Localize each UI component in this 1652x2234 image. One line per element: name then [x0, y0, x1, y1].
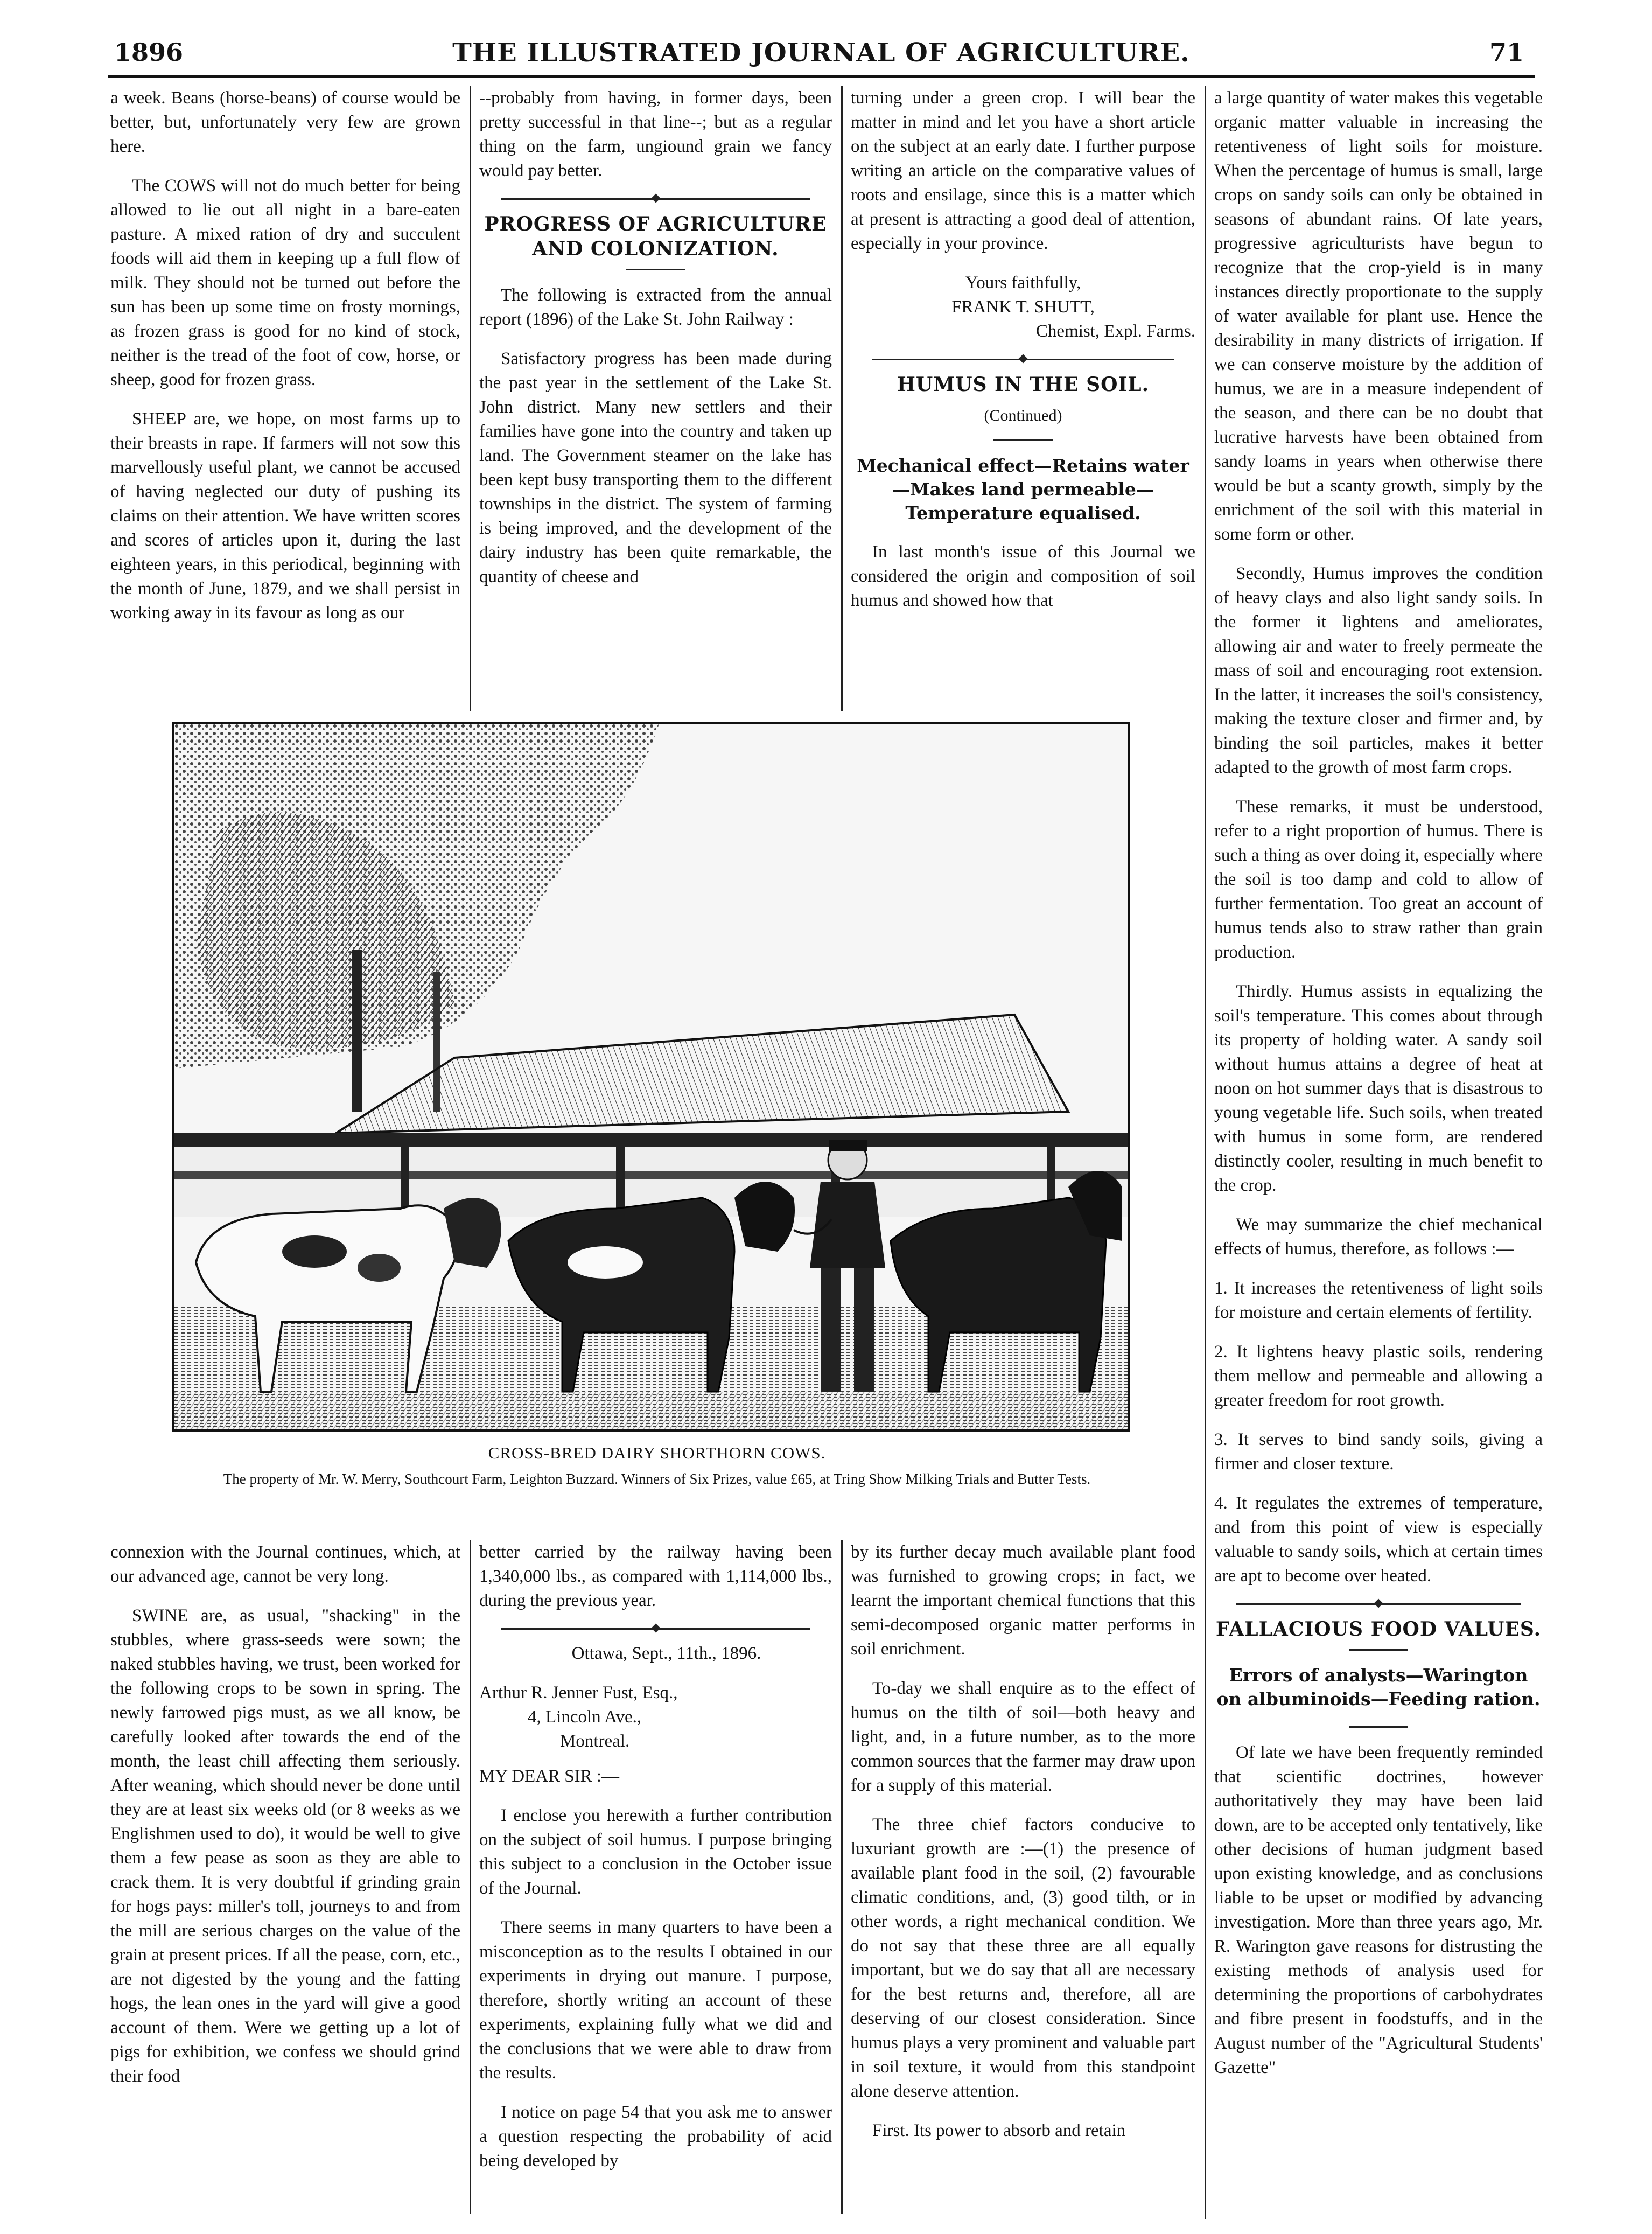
paragraph: --probably from having, in former days, been pretty successful in that line--; but as a regular thing on the farm, ungiound grain we fancy would pay better. [479, 88, 832, 180]
engraving-image [174, 724, 1128, 1429]
continued-label: (Continued) [984, 407, 1062, 424]
paragraph: In last month's issue of this Journal we considered the origin and composition of soil humus and showed how that [851, 542, 1195, 610]
short-rule [1349, 1726, 1408, 1728]
list-item: 2. It lightens heavy plastic soils, rendering them mellow and permeable and allowing a greater freedom for root growth. [1214, 1342, 1543, 1410]
list-item: 1. It increases the retentiveness of light soils for moisture and certain elements of fertility. [1214, 1279, 1543, 1322]
section-divider [501, 1628, 810, 1630]
paragraph: Thirdly. Humus assists in equalizing the soil's temperature. This comes about through its property of holding water. A sandy soil without humus attains a degree of heat at noon on hot summer days that is disastrous to young vegetable life. Such soils, when treated with humus in some form, are rendered distinctly cooler, resulting in much benefit to the crop. [1214, 982, 1543, 1195]
paragraph: better carried by the railway having been 1,340,000 lbs., as compared with 1,114,000 lbs., during the previous year. [479, 1542, 832, 1610]
page-header [108, 38, 1535, 92]
paragraph: Satisfactory progress has been made during the past year in the settlement of the Lake St. John district. Many new settlers and their families have gone into the country and taken up land. The Government steamer on the lake has been kept busy transporting them to the different townships in the district. The system of farming is being improved, and the development of the dairy industry has been quite remarkable, the quantity of cheese and [479, 349, 832, 587]
article-deck: Errors of analysts—Warington on albuminoids—Feeding ration. [1216, 1665, 1541, 1709]
column-3-top [851, 86, 1195, 711]
column-2-top [479, 86, 832, 711]
column-2-bottom [479, 1540, 832, 2214]
paragraph: turning under a green crop. I will bear the matter in mind and let you have a short article on the subject at an early date. I further purpose writing an article on the comparative values of roots and ensilage, since this is a matter which at present is attracting a good deal of attention, especially in your province. [851, 88, 1195, 253]
short-rule [626, 269, 685, 270]
letter-date: Ottawa, Sept., 11th., 1896. [571, 1644, 761, 1663]
list-item: 3. It serves to bind sandy soils, giving a firmer and closer texture. [1214, 1430, 1543, 1474]
paragraph: I notice on page 54 that you ask me to answer a question respecting the probability of acid being developed by [479, 2103, 832, 2170]
section-divider [501, 198, 810, 200]
column-rule [1205, 86, 1206, 2219]
header-rule [108, 75, 1535, 78]
page-number: 71 [1489, 38, 1524, 67]
column-1-bottom [110, 1540, 460, 2214]
column-rule [470, 86, 471, 711]
short-rule [993, 439, 1053, 441]
list-item: 4. It regulates the extremes of temperature, and from this point of view is especially valuable to sandy soils, which at certain times are apt to become over heated. [1214, 1493, 1543, 1586]
paragraph: a week. Beans (horse-beans) of course would be better, but, unfortunately very few are grown here. [110, 88, 460, 156]
figure-caption-title: CROSS-BRED DAIRY SHORTHORN COWS. [488, 1443, 826, 1462]
header-year: 1896 [114, 38, 184, 67]
salutation: MY DEAR SIR :— [479, 1767, 620, 1786]
paragraph: The following is extracted from the annual report (1896) of the Lake St. John Railway : [479, 285, 832, 329]
paragraph: I enclose you herewith a further contribution on the subject of soil humus. I purpose bringing this subject to a conclusion in the October issue of the Journal. [479, 1806, 832, 1898]
paragraph: To-day we shall enquire as to the effect of humus on the tilth of soil—both heavy and light, and, in a future number, as to the more common sources that the farmer may draw upon for a supply of this material. [851, 1679, 1195, 1795]
paragraph: a large quantity of water makes this vegetable organic matter valuable in increasing the retentiveness of light soils for moisture. When the percentage of humus is small, large crops on sandy soils can only be obtained in seasons of abundant rains. Of late years, progressive agriculturists have begun to recognize that the crop-yield is in many instances directly proportionate to the supply of water available for plant use. Hence the desirability in many districts of irrigation. If we can conserve moisture by the addition of humus, we are in a measure independent of the season, and there can be no doubt that lucrative harvests have been obtained from sandy loams in years when otherwise there would be but a scanty growth, simply by the enrichment of the soil with this material in some form or other. [1214, 88, 1543, 544]
figure-caption-text: The property of Mr. W. Merry, Southcourt Farm, Leighton Buzzard. Winners of Six Prizes, value £65, at Tring Show Milking Trials and Butter Tests. [223, 1471, 1091, 1487]
paragraph: The COWS will not do much better for being allowed to lie out all night in a bare-eaten pasture. A mixed ration of dry and succulent foods will aid them in keeping up a full flow of milk. They should not be turned out before the sun has been up some time on frosty mornings, as frozen grass is good for no kind of stock, neither is the tread of the foot of cow, horse, or sheep, good for frozen grass. [110, 176, 460, 389]
article-headline: FALLACIOUS FOOD VALUES. [1215, 1618, 1542, 1640]
address-line: Montreal. [560, 1732, 630, 1751]
column-1-top [110, 86, 460, 711]
summary-list [1214, 1276, 1543, 1588]
column-4 [1214, 86, 1543, 2219]
letter-signature: FRANK T. SHUTT, [951, 297, 1095, 317]
column-rule [841, 86, 843, 711]
paragraph: SWINE are, as usual, "shacking" in the stubbles, where grass-seeds were sown; the naked stubbles having, we trust, been worked for the following crops to be sown in spring. The newly farrowed pigs must, as we all know, be carefully looked after towards the end of the month, the least chill affecting them seriously. After weaning, which should never be done until they are at least six weeks old (or 8 weeks as we Englishmen used to do), it would be well to give them a few pease as soon as they are able to crack them. It is very doubtful if grinding grain for hogs pays: miller's toll, journeys to and from the mill are serious charges on the value of the grain at present prices. If all the pease, corn, etc., are not digested by the young and the fatting hogs, the lean ones in the yard will give a good account of them. Were we getting up a lot of pigs for exhibition, we confess we should grind their food [110, 1606, 460, 2086]
column-rule [841, 1540, 843, 2214]
paragraph: The three chief factors conducive to luxuriant growth are :—(1) the presence of available plant food in the soil, (2) favourable climatic conditions, and, (3) good tilth, or in other words, a right mechanical condition. We do not say that these three are all equally important, but we do say that all are necessary for the best returns and, therefore, all are deserving of our closest consideration. Since humus plays a very prominent and valuable part in soil texture, it would from this standpoint alone deserve attention. [851, 1815, 1195, 2101]
paragraph: by its further decay much available plant food was furnished to growing crops; in fact, we learnt the important chemical functions that this semi-decomposed organic matter performs in soil enrichment. [851, 1542, 1195, 1659]
cows-illustration [172, 722, 1130, 1432]
article-headline: HUMUS IN THE SOIL. [897, 373, 1150, 396]
journal-title: THE ILLUSTRATED JOURNAL OF AGRICULTURE. [452, 38, 1190, 68]
paragraph: connexion with the Journal continues, which, at our advanced age, cannot be very long. [110, 1542, 460, 1586]
paragraph: There seems in many quarters to have been a misconception as to the results I obtained in our experiments in drying out manure. I purpose, therefore, shortly writing an account of these experiments, explaining fully what we did and the conclusions that we were able to draw from the results. [479, 1918, 832, 2083]
paragraph: We may summarize the chief mechanical effects of humus, therefore, as follows :— [1214, 1215, 1543, 1259]
column-rule [470, 1540, 471, 2214]
short-rule [1349, 1649, 1408, 1651]
signature-title: Chemist, Expl. Farms. [1035, 322, 1195, 341]
address-line: 4, Lincoln Ave., [528, 1707, 642, 1727]
letter-closing: Yours faithfully, [965, 273, 1081, 292]
paragraph: First. Its power to absorb and retain [872, 2121, 1126, 2140]
section-divider [872, 359, 1174, 360]
article-deck: Mechanical effect—Retains water—Makes land permeable—Temperature equalised. [857, 455, 1189, 523]
paragraph: SHEEP are, we hope, on most farms up to their breasts in rape. If farmers will not sow this marvellously useful plant, we cannot be accused of having neglected our duty of pushing its claims on their attention. We have written scores and scores of articles upon it, during the last eighteen years, in this periodical, beginning with the month of June, 1879, and we shall persist in working away in its favour as long as our [110, 409, 460, 623]
article-headline: PROGRESS OF AGRICULTURE AND COLONIZATION. [484, 213, 827, 260]
paragraph: Of late we have been frequently reminded that scientific doctrines, however authoritatively they may have been laid down, are to be accepted only tentatively, like other decisions of human judgment based upon existing knowledge, and as conclusions liable to be upset or modified by advancing investigation. More than three years ago, Mr. R. Warington gave reasons for distrusting the existing methods of analysis used for determining the proportions of carbohydrates and fibre present in foodstuffs, and in the August number of the "Agricultural Students' Gazette" [1214, 1743, 1543, 2077]
paragraph: These remarks, it must be understood, refer to a right proportion of humus. There is such a thing as over doing it, especially where the soil is too damp and cold to allow of further fermentation. Too great an account of humus tends also to straw rather than grain production. [1214, 797, 1543, 962]
column-3-bottom [851, 1540, 1195, 2214]
address-line: Arthur R. Jenner Fust, Esq., [479, 1683, 678, 1702]
paragraph: Secondly, Humus improves the condition of heavy clays and also light sandy soils. In the former it lightens and ameliorates, allowing air and water to freely permeate the mass of soil and encouraging root extension. In the latter, it increases the soil's consistency, making the texture closer and firmer and, by binding the soil particles, makes it better adapted to the growth of most farm crops. [1214, 564, 1543, 777]
section-divider [1236, 1603, 1521, 1605]
